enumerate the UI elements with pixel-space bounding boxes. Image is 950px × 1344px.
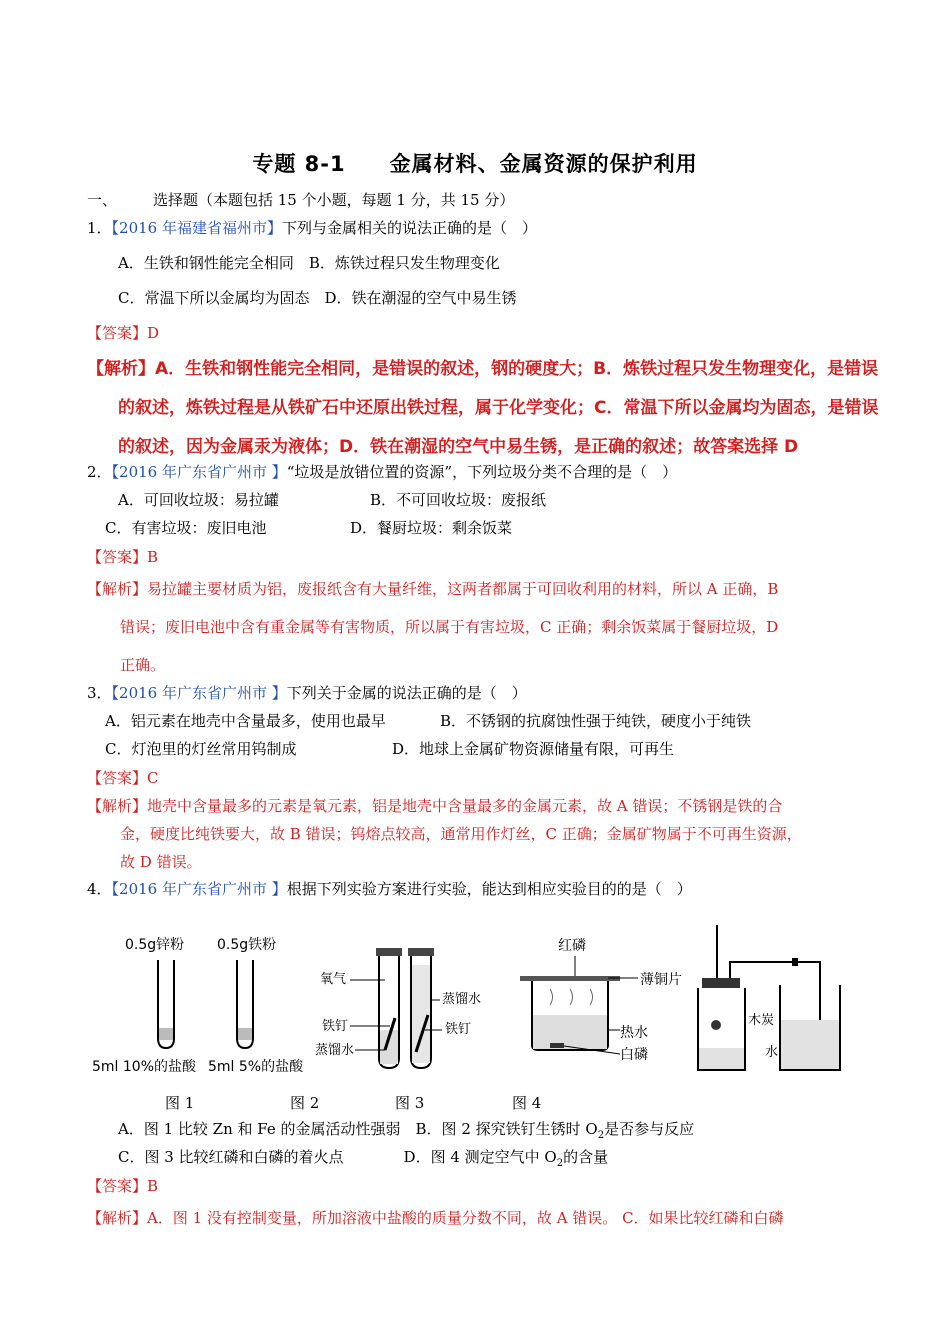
answer-value: B xyxy=(147,548,159,566)
question-1-stem xyxy=(87,218,537,238)
explanation-label: 【解析】 xyxy=(87,797,148,815)
question-3-explanation-line-2: 金，硬度比纯铁要大，故 B 错误；钨熔点较高，通常用作灯丝，C 正确；金属矿物属于不可再生资源， xyxy=(120,825,802,843)
question-4-options-ab xyxy=(118,1119,694,1146)
section-number: 一、 xyxy=(87,191,118,209)
charcoal-label: 木炭 xyxy=(748,1013,775,1028)
question-source: 【2016 年广东省广州市 】 xyxy=(111,880,287,898)
acid-10-label: 5ml 10%的盐酸 xyxy=(92,1059,197,1075)
explanation-label: 【解析】 xyxy=(87,359,155,379)
option-text-end: 是否参与反应 xyxy=(604,1120,695,1138)
option-text-end: 的含量 xyxy=(563,1148,609,1166)
question-2-stem xyxy=(87,462,677,482)
question-3-option-d: D．地球上金属矿物资源储量有限，可再生 xyxy=(392,740,675,758)
answer-label: 【答案】 xyxy=(87,324,148,342)
question-4-answer xyxy=(87,1175,158,1196)
iron-nail-label-2: 铁钉 xyxy=(445,1022,472,1037)
question-3-answer xyxy=(87,767,159,788)
question-text: 根据下列实验方案进行实验，能达到相应实验目的的是（ ） xyxy=(286,880,692,898)
question-source: 【2016 年福建省福州市】 xyxy=(111,219,282,237)
answer-label: 【答案】 xyxy=(87,548,148,566)
option-text: C．图 3 比较红磷和白磷的着火点 D．图 4 测定空气中 O xyxy=(118,1148,557,1166)
figure-3-test-tubes xyxy=(315,948,481,1068)
figure-2-test-tube xyxy=(208,936,304,1075)
figure-5-bottle-apparatus xyxy=(698,925,840,1070)
option-text: A．图 1 比较 Zn 和 Fe 的金属活动性强弱 B．图 2 探究铁钉生锈时 O xyxy=(118,1120,598,1138)
question-source: 【2016 年广东省广州市 】 xyxy=(111,463,287,481)
water-label: 水 xyxy=(765,1045,779,1060)
explanation-text: 易拉罐主要材质为铝，废报纸含有大量纤维，这两者都属于可回收利用的材料，所以 A 正确，B xyxy=(147,580,779,598)
figure-label-4: 图 4 xyxy=(512,1094,542,1112)
question-2-option-d: D．餐厨垃圾：剩余饭菜 xyxy=(350,519,513,537)
copper-sheet-label: 薄铜片 xyxy=(640,972,682,988)
oxygen-label: 氧气 xyxy=(320,972,347,987)
question-1-answer xyxy=(87,322,159,343)
page-title: 专题 8-1 金属材料、金属资源的保护利用 xyxy=(252,152,698,176)
question-2-option-b: B．不可回收垃圾：废报纸 xyxy=(370,491,547,509)
answer-value: B xyxy=(147,1177,159,1195)
white-phosphorus-label: 白磷 xyxy=(620,1047,648,1063)
hot-water-label: 热水 xyxy=(620,1025,648,1041)
question-2-option-a: A．可回收垃圾：易拉罐 xyxy=(118,491,279,509)
subscript-2: 2 xyxy=(597,1130,605,1141)
figure-label-1: 图 1 xyxy=(165,1094,195,1112)
answer-label: 【答案】 xyxy=(87,1177,148,1195)
question-1-options-cd: C．常温下所以金属均为固态 D．铁在潮湿的空气中易生锈 xyxy=(118,289,517,307)
question-4-explanation-line-1 xyxy=(87,1207,784,1228)
question-source: 【2016 年广东省广州市 】 xyxy=(111,684,287,702)
question-number: 2． xyxy=(87,463,112,481)
question-1-options-ab: A．生铁和钢性能完全相同 B．炼铁过程只发生物理变化 xyxy=(118,254,500,272)
question-2-option-c: C．有害垃圾：废旧电池 xyxy=(105,519,267,537)
explanation-text: A．生铁和钢性能完全相同，是错误的叙述，钢的硬度大；B．炼铁过程只发生物理变化，是错误 xyxy=(155,359,879,379)
explanation-label: 【解析】 xyxy=(87,580,148,598)
question-text: 下列关于金属的说法正确的是（ ） xyxy=(286,684,527,702)
question-3-option-b: B．不锈钢的抗腐蚀性强于纯铁，硬度小于纯铁 xyxy=(440,712,752,730)
red-phosphorus-label: 红磷 xyxy=(558,938,586,954)
answer-label: 【答案】 xyxy=(87,769,148,787)
question-1-explanation-line-2: 的叙述，炼铁过程是从铁矿石中还原出铁过程，属于化学变化；C．常温下所以金属均为固态，是错误 xyxy=(118,398,879,418)
zinc-powder-label: 0.5g锌粉 xyxy=(125,937,185,953)
iron-powder-label: 0.5g铁粉 xyxy=(217,937,277,953)
question-text: “垃圾是放错位置的资源”，下列垃圾分类不合理的是（ ） xyxy=(286,463,678,481)
distilled-water-label: 蒸馏水 xyxy=(315,1043,355,1058)
question-number: 4． xyxy=(87,880,112,898)
question-2-answer xyxy=(87,546,158,567)
answer-value: D xyxy=(147,324,160,342)
acid-5-label: 5ml 5%的盐酸 xyxy=(208,1059,304,1075)
question-number: 1． xyxy=(87,219,112,237)
question-text: 下列与金属相关的说法正确的是（ ） xyxy=(282,219,538,237)
section-heading: 选择题（本题包括 15 个小题，每题 1 分，共 15 分） xyxy=(153,191,515,209)
question-4-stem xyxy=(87,879,692,899)
question-3-explanation-line-3: 故 D 错误。 xyxy=(120,853,202,871)
question-2-explanation-line-2: 错误；废旧电池中含有重金属等有害物质，所以属于有害垃圾，C 正确；剩余饭菜属于餐厨垃圾，D xyxy=(120,618,779,636)
explanation-text: A．图 1 没有控制变量，所加溶液中盐酸的质量分数不同，故 A 错误。 C．如果比较红磷和白磷 xyxy=(147,1209,784,1227)
figure-4-beaker xyxy=(520,937,682,1063)
subscript-2: 2 xyxy=(556,1158,564,1169)
question-2-explanation-line-1 xyxy=(87,578,778,599)
distilled-water-label-2: 蒸馏水 xyxy=(442,992,482,1007)
question-4-options-cd xyxy=(118,1147,608,1174)
experiment-figure xyxy=(80,920,880,1080)
explanation-label: 【解析】 xyxy=(87,1209,148,1227)
figure-label-2: 图 2 xyxy=(290,1094,320,1112)
figure-1-test-tube xyxy=(92,936,197,1075)
question-3-stem xyxy=(87,683,527,703)
question-2-explanation-line-3: 正确。 xyxy=(120,656,166,674)
question-3-option-c: C．灯泡里的灯丝常用钨制成 xyxy=(105,740,297,758)
question-1-explanation-line-3: 的叙述，因为金属汞为液体；D．铁在潮湿的空气中易生锈，是正确的叙述；故答案选择 D xyxy=(118,437,799,457)
question-number: 3． xyxy=(87,684,112,702)
answer-value: C xyxy=(147,769,159,787)
question-1-explanation-line-1 xyxy=(87,354,878,379)
explanation-text: 地壳中含量最多的元素是氧元素，铝是地壳中含量最多的金属元素，故 A 错误；不锈钢是铁的合 xyxy=(147,797,783,815)
figure-label-3: 图 3 xyxy=(395,1094,425,1112)
question-3-explanation-line-1 xyxy=(87,795,782,816)
iron-nail-label: 铁钉 xyxy=(322,1019,349,1034)
question-3-option-a: A．铝元素在地壳中含量最多，使用也最早 xyxy=(105,712,386,730)
